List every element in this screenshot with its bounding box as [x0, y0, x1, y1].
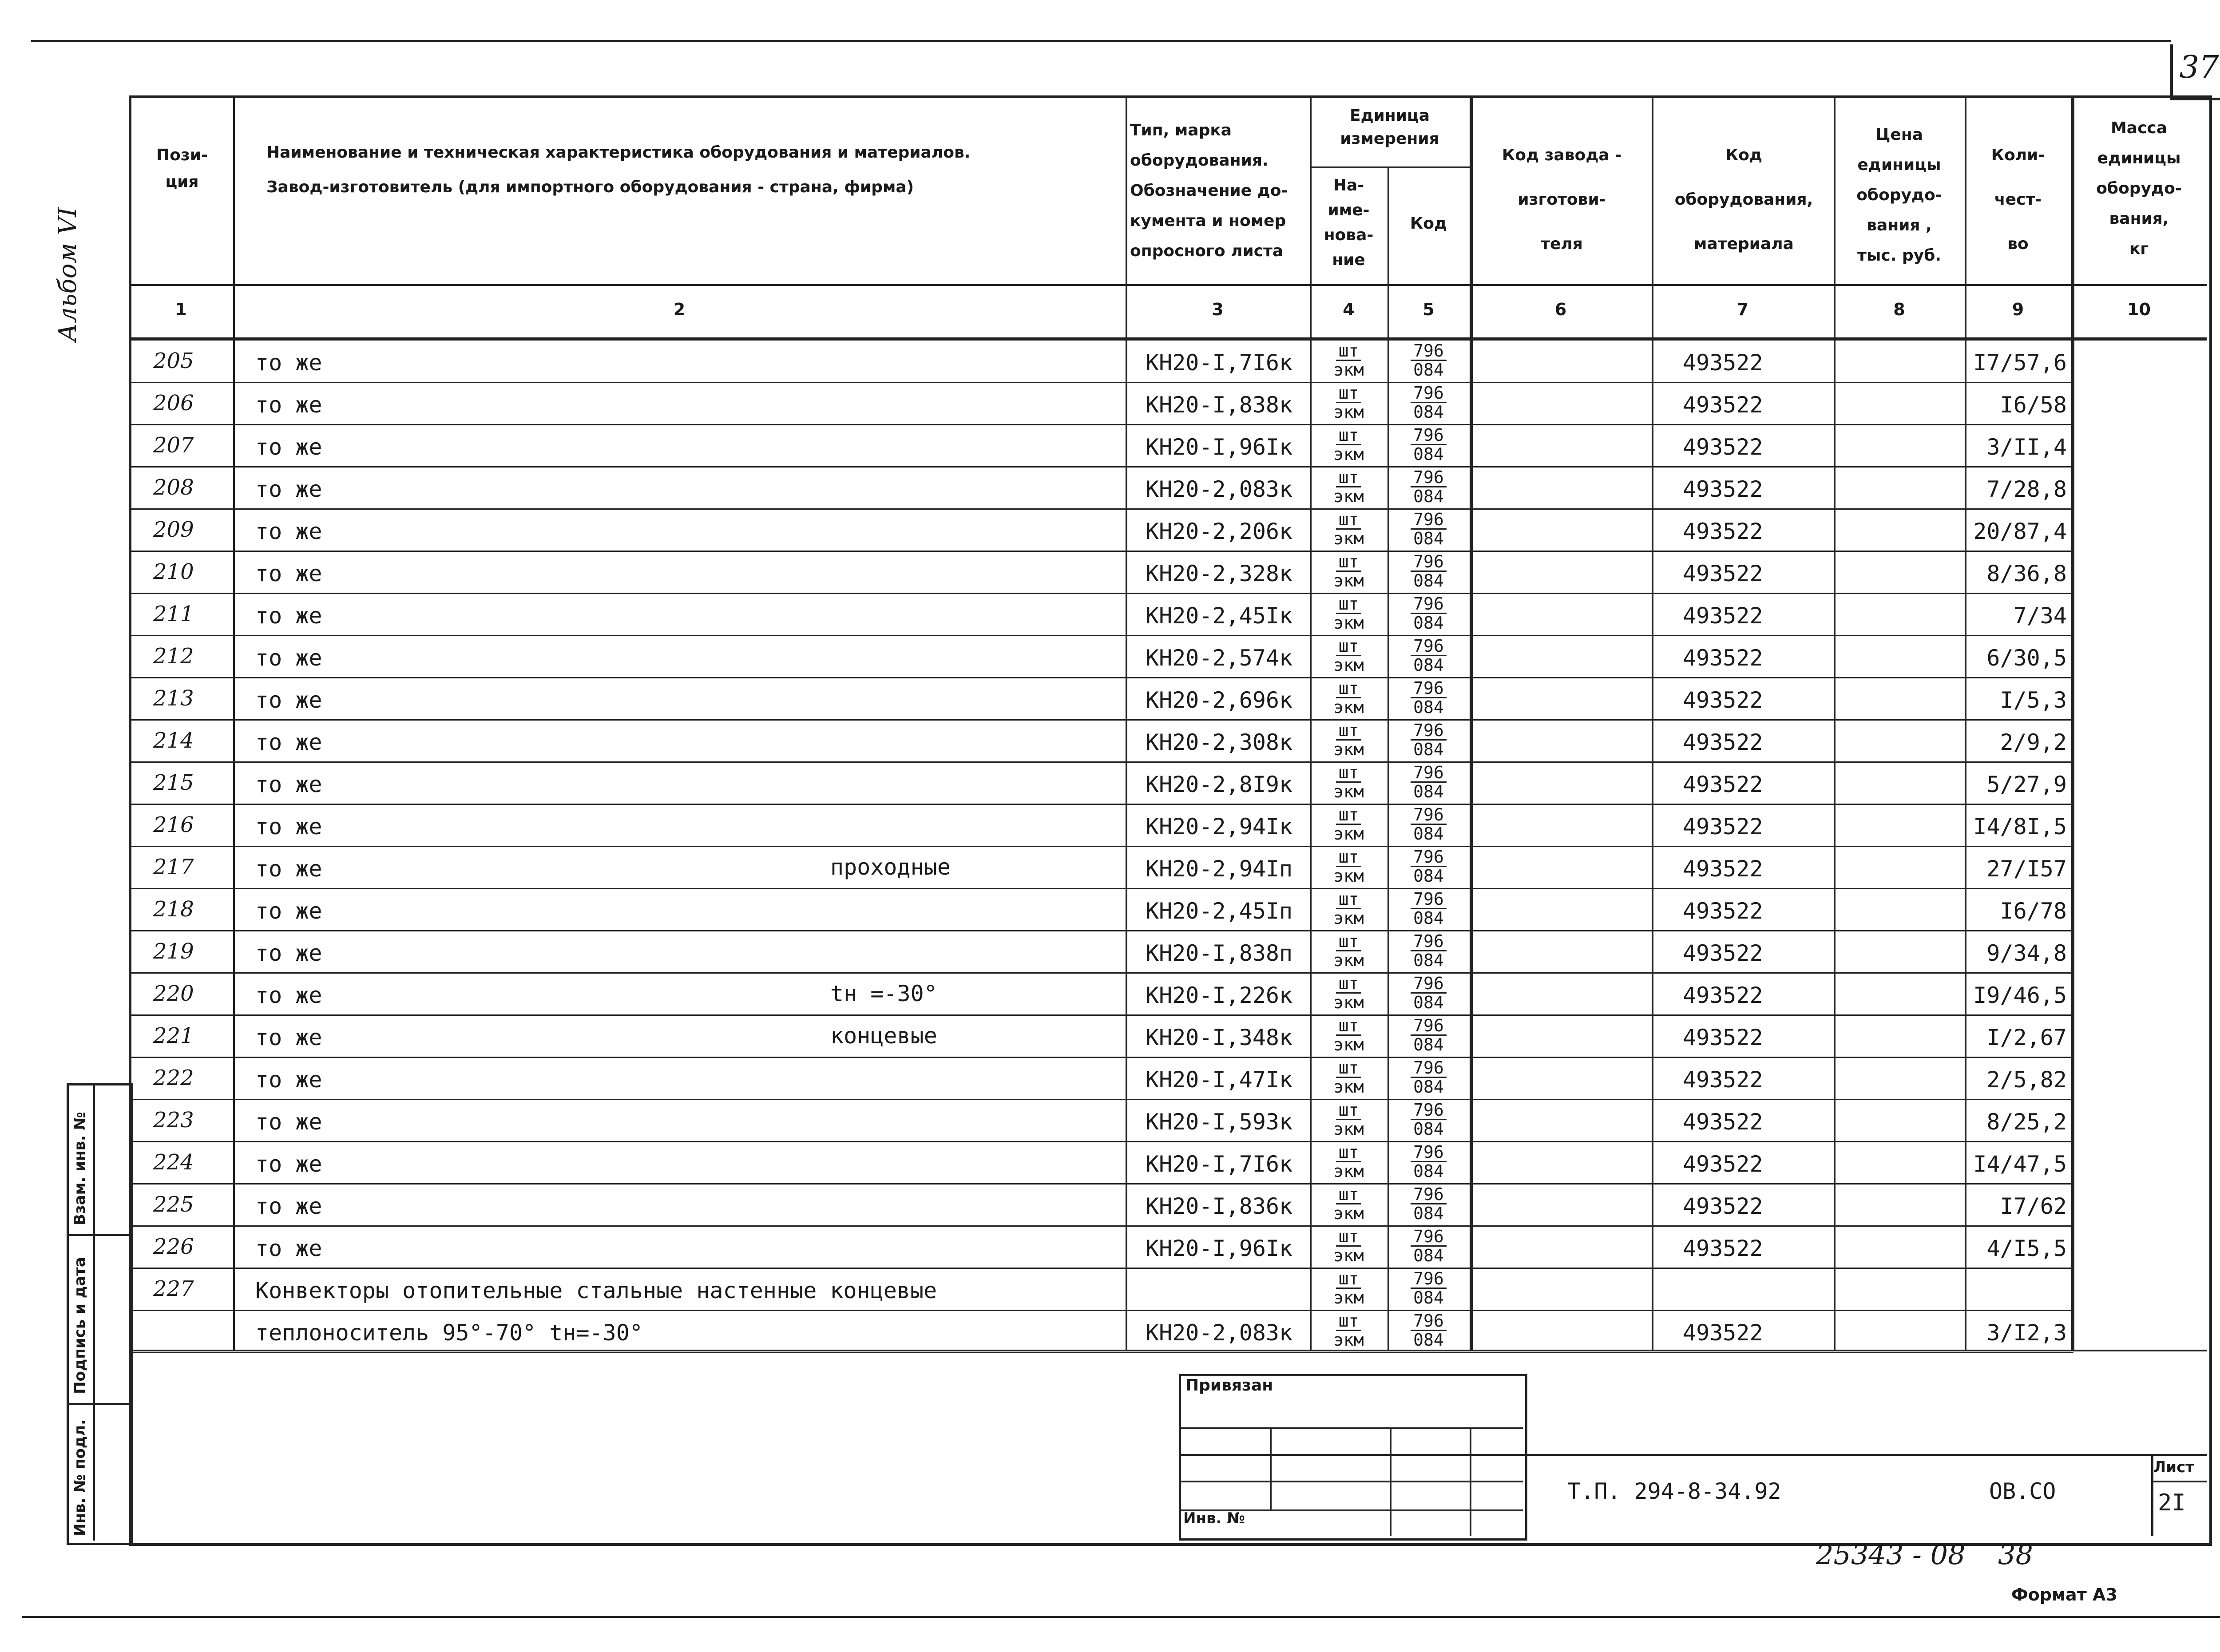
row-material-code: 493522 — [1683, 982, 1763, 1008]
row-unit-name: шт экм — [1333, 847, 1364, 886]
row-material-code: 493522 — [1683, 350, 1763, 376]
row-position: 205 — [153, 349, 194, 373]
row-name: то же — [255, 603, 322, 629]
row-name: то же — [255, 476, 322, 502]
row-unit-code: $\frac{796}{084}$ — [1390, 1143, 1467, 1180]
row-unit-name: шт экм — [1333, 383, 1364, 422]
row-name: то же — [255, 1151, 322, 1177]
hdr-col3: Тип, марка оборудования. Обозначение до- кумента и номер опросного листа — [1130, 121, 1288, 260]
doc-code: Т.П. 294-8-34.92 — [1567, 1478, 1781, 1504]
row-note: tн =-30° — [830, 981, 937, 1006]
row-name: то же — [255, 729, 322, 755]
row-name: то же — [255, 1025, 322, 1050]
row-quantity: I4/8I,5 — [1973, 814, 2067, 840]
row-position: 225 — [153, 1192, 194, 1217]
row-type: КН20-2,94Iп — [1146, 856, 1293, 882]
row-type: КН20-I,96Iк — [1146, 434, 1293, 460]
row-type: КН20-2,8I9к — [1146, 772, 1293, 797]
hdr-col8: Цена единицы оборудо- вания , тыс. руб. — [1856, 126, 1942, 265]
row-name: то же — [255, 687, 322, 713]
row-name: то же — [255, 519, 322, 544]
colnum-10: 10 — [2127, 300, 2151, 319]
row-material-code: 493522 — [1683, 856, 1763, 882]
row-unit-name: шт экм — [1333, 1185, 1364, 1223]
row-unit-name: шт экм — [1333, 1227, 1364, 1265]
hdr-unit: Единица измерения — [1340, 107, 1439, 148]
format-label: Формат А3 — [2011, 1585, 2117, 1604]
row-quantity: I/5,3 — [2000, 687, 2067, 713]
row-unit-code: $\frac{796}{084}$ — [1390, 1059, 1467, 1096]
row-type: КН20-I,593к — [1146, 1109, 1293, 1135]
row-material-code: 493522 — [1683, 940, 1763, 966]
row-position: 216 — [153, 812, 194, 837]
row-position: 215 — [153, 770, 194, 795]
row-type: КН20-2,308к — [1146, 729, 1293, 755]
row-unit-name: шт экм — [1333, 678, 1364, 717]
row-material-code: 493522 — [1683, 729, 1763, 755]
row-position: 220 — [153, 981, 194, 1006]
row-material-code: 493522 — [1683, 603, 1763, 629]
row-quantity: I7/57,6 — [1973, 350, 2067, 376]
row-material-code: 493522 — [1683, 687, 1763, 713]
row-name: то же — [255, 434, 322, 460]
row-quantity: 2/5,82 — [1986, 1067, 2067, 1093]
row-unit-name: шт экм — [1333, 552, 1364, 590]
row-unit-name: шт экм — [1333, 1100, 1364, 1139]
row-quantity: 20/87,4 — [1973, 519, 2067, 544]
row-material-code: 493522 — [1683, 561, 1763, 586]
row-material-code: 493522 — [1683, 645, 1763, 671]
row-type: КН20-2,696к — [1146, 687, 1293, 713]
row-quantity: I4/47,5 — [1973, 1151, 2067, 1177]
row-position: 206 — [153, 391, 194, 416]
row-unit-name: шт экм — [1333, 974, 1364, 1012]
row-unit-code: $\frac{796}{084}$ — [1390, 468, 1467, 505]
row-unit-code: $\frac{796}{084}$ — [1390, 553, 1467, 590]
row-name: то же — [255, 814, 322, 840]
row-type: КН20-I,348к — [1146, 1025, 1293, 1050]
handwritten-number: 25343 - 08 — [1816, 1538, 1966, 1571]
row-unit-name: шт экм — [1333, 467, 1364, 506]
row-unit-code: $\frac{796}{084}$ — [1390, 848, 1467, 885]
row-quantity: 3/I2,3 — [1986, 1320, 2067, 1346]
row-unit-code: $\frac{796}{084}$ — [1390, 890, 1467, 927]
row-material-code: 493522 — [1683, 519, 1763, 544]
row-type: КН20-I,96Iк — [1146, 1236, 1293, 1261]
row-type: КН20-2,206к — [1146, 519, 1293, 544]
row-position: 210 — [153, 559, 194, 584]
hdr-col2: Наименование и техническая характеристика оборудования и материалов. Завод-изготовитель (для импортного оборудования - страна, фирма) — [266, 143, 971, 196]
row-name: то же — [255, 645, 322, 671]
row-position: 207 — [153, 433, 194, 458]
row-position: 224 — [153, 1150, 194, 1175]
list-label: Лист — [2153, 1458, 2194, 1476]
row-name: теплоноситель 95°-70° tн=-30° — [255, 1320, 643, 1346]
row-unit-name: шт экм — [1333, 931, 1364, 970]
colnum-4: 4 — [1343, 300, 1355, 319]
hdr-col9: Коли- чест- во — [1991, 146, 2045, 253]
row-quantity: 6/30,5 — [1986, 645, 2067, 671]
row-name: то же — [255, 982, 322, 1008]
row-quantity: I/2,67 — [1986, 1025, 2067, 1050]
row-name: то же — [255, 1067, 322, 1093]
row-type: КН20-I,7I6к — [1146, 350, 1293, 376]
row-unit-name: шт экм — [1333, 1058, 1364, 1097]
colnum-7: 7 — [1736, 300, 1749, 319]
row-unit-code: $\frac{796}{084}$ — [1390, 764, 1467, 800]
row-type: КН20-2,45Iк — [1146, 603, 1293, 629]
row-position: 226 — [153, 1234, 194, 1259]
row-unit-code: $\frac{796}{084}$ — [1390, 342, 1467, 379]
row-name: то же — [255, 350, 322, 376]
side-podpis: Подпись и дата — [71, 1257, 89, 1394]
row-unit-code: $\frac{796}{084}$ — [1390, 1270, 1467, 1307]
hdr-col1: Пози- ция — [156, 146, 208, 191]
row-type: КН20-I,47Iк — [1146, 1067, 1293, 1093]
row-type: КН20-I,7I6к — [1146, 1151, 1293, 1177]
row-unit-name: шт экм — [1333, 805, 1364, 844]
row-quantity: I7/62 — [2000, 1193, 2067, 1219]
row-quantity: 2/9,2 — [2000, 729, 2067, 755]
row-material-code: 493522 — [1683, 1193, 1763, 1219]
row-type: КН20-2,574к — [1146, 645, 1293, 671]
row-material-code: 493522 — [1683, 1067, 1763, 1093]
row-unit-code: $\frac{796}{084}$ — [1390, 1228, 1467, 1264]
hdr-col6: Код завода - изготови- теля — [1502, 146, 1622, 253]
hdr-col4: На- име- нова- ние — [1324, 176, 1374, 269]
row-name: то же — [255, 1236, 322, 1261]
row-material-code: 493522 — [1683, 1025, 1763, 1050]
row-name: то же — [255, 1109, 322, 1135]
row-unit-name: шт экм — [1333, 636, 1364, 675]
row-unit-code: $\frac{796}{084}$ — [1390, 1017, 1467, 1054]
row-position: 222 — [153, 1066, 194, 1090]
row-position: 208 — [153, 475, 194, 500]
row-quantity: 27/I57 — [1986, 856, 2067, 882]
row-unit-name: шт экм — [1333, 1016, 1364, 1054]
hdr-col5: Код — [1410, 214, 1447, 233]
row-position: 223 — [153, 1108, 194, 1133]
hdr-col7: Код оборудования, материала — [1674, 146, 1813, 253]
row-material-code: 493522 — [1683, 772, 1763, 797]
row-name: то же — [255, 392, 322, 418]
row-type: КН20-2,94Iк — [1146, 814, 1293, 840]
row-unit-code: $\frac{796}{084}$ — [1390, 384, 1467, 421]
row-material-code: 493522 — [1683, 1236, 1763, 1261]
row-type: КН20-I,836к — [1146, 1193, 1293, 1219]
side-vzam: Взам. инв. № — [71, 1112, 89, 1225]
row-position: 217 — [153, 855, 194, 879]
row-type: КН20-I,838п — [1146, 940, 1293, 966]
colnum-2: 2 — [673, 300, 686, 319]
row-material-code: 493522 — [1683, 392, 1763, 418]
page-number: 37 — [2179, 49, 2219, 85]
row-name: то же — [255, 898, 322, 924]
side-inv-podl: Инв. № подл. — [71, 1419, 89, 1536]
row-quantity: I9/46,5 — [1973, 982, 2067, 1008]
row-position: 211 — [153, 602, 194, 626]
row-note: концевые — [830, 1023, 937, 1049]
row-unit-name: шт экм — [1333, 510, 1364, 548]
row-note: проходные — [830, 854, 951, 880]
section-code: ОВ.СО — [1989, 1478, 2056, 1504]
row-quantity: 8/25,2 — [1986, 1109, 2067, 1135]
row-quantity: 8/36,8 — [1986, 561, 2067, 586]
row-name: то же — [255, 772, 322, 797]
row-unit-code: $\frac{796}{084}$ — [1390, 721, 1467, 758]
row-unit-code: $\frac{796}{084}$ — [1390, 1312, 1467, 1349]
row-position: 213 — [153, 686, 194, 711]
row-unit-name: шт экм — [1333, 341, 1364, 380]
row-quantity: I6/58 — [2000, 392, 2067, 418]
row-quantity: 4/I5,5 — [1986, 1236, 2067, 1261]
row-quantity: I6/78 — [2000, 898, 2067, 924]
row-unit-name: шт экм — [1333, 721, 1364, 759]
row-name: то же — [255, 561, 322, 586]
row-quantity: 7/34 — [2013, 603, 2067, 629]
row-unit-code: $\frac{796}{084}$ — [1390, 975, 1467, 1011]
row-name: то же — [255, 856, 322, 882]
row-name: Конвекторы отопительные стальные настенные концевые — [255, 1278, 937, 1303]
row-unit-code: $\frac{796}{084}$ — [1390, 1101, 1467, 1138]
row-position: 221 — [153, 1023, 194, 1048]
row-unit-code: $\frac{796}{084}$ — [1390, 1185, 1467, 1222]
row-material-code: 493522 — [1683, 1320, 1763, 1346]
hdr-col10: Масса единицы оборудо- вания, кг — [2096, 119, 2182, 258]
row-material-code: 493522 — [1683, 898, 1763, 924]
colnum-5: 5 — [1423, 300, 1435, 319]
row-position: 212 — [153, 644, 194, 669]
album-label: Альбом VI — [53, 207, 82, 342]
row-quantity: 7/28,8 — [1986, 476, 2067, 502]
colnum-3: 3 — [1212, 300, 1224, 319]
privyazan-label: Привязан — [1185, 1376, 1273, 1394]
row-unit-name: шт экм — [1333, 594, 1364, 633]
row-material-code: 493522 — [1683, 434, 1763, 460]
inv-no-label: Инв. № — [1183, 1509, 1245, 1527]
row-unit-code: $\frac{796}{084}$ — [1390, 932, 1467, 969]
row-type: КН20-2,328к — [1146, 561, 1293, 586]
row-name: то же — [255, 940, 322, 966]
row-type: КН20-I,838к — [1146, 392, 1293, 418]
row-position: 214 — [153, 728, 194, 753]
row-unit-code: $\frac{796}{084}$ — [1390, 637, 1467, 674]
row-material-code: 493522 — [1683, 1151, 1763, 1177]
row-unit-code: $\frac{796}{084}$ — [1390, 426, 1467, 463]
row-position: 218 — [153, 897, 194, 922]
row-type: КН20-2,45Iп — [1146, 898, 1293, 924]
row-unit-name: шт экм — [1333, 763, 1364, 801]
row-unit-code: $\frac{796}{084}$ — [1390, 806, 1467, 843]
row-unit-code: $\frac{796}{084}$ — [1390, 679, 1467, 716]
row-quantity: 9/34,8 — [1986, 940, 2067, 966]
colnum-6: 6 — [1554, 300, 1567, 319]
colnum-9: 9 — [2012, 300, 2024, 319]
row-unit-name: шт экм — [1333, 1311, 1364, 1350]
row-type: КН20-2,083к — [1146, 476, 1293, 502]
top-rule — [31, 40, 2171, 42]
row-quantity: 5/27,9 — [1986, 772, 2067, 797]
row-material-code: 493522 — [1683, 476, 1763, 502]
row-unit-code: $\frac{796}{084}$ — [1390, 511, 1467, 547]
row-unit-name: шт экм — [1333, 1142, 1364, 1181]
row-name: то же — [255, 1193, 322, 1219]
row-unit-name: шт экм — [1333, 889, 1364, 928]
row-type: КН20-2,083к — [1146, 1320, 1293, 1346]
row-quantity: 3/II,4 — [1986, 434, 2067, 460]
row-position: 227 — [153, 1276, 194, 1301]
row-type: КН20-I,226к — [1146, 982, 1293, 1008]
row-position: 219 — [153, 939, 194, 964]
colnum-1: 1 — [175, 300, 187, 319]
handwritten-page: 38 — [1998, 1538, 2033, 1571]
list-number: 2I — [2158, 1490, 2186, 1516]
row-unit-name: шт экм — [1333, 1269, 1364, 1307]
row-position: 209 — [153, 517, 194, 542]
row-material-code: 493522 — [1683, 1109, 1763, 1135]
row-unit-code: $\frac{796}{084}$ — [1390, 595, 1467, 632]
colnum-8: 8 — [1893, 300, 1905, 319]
row-material-code: 493522 — [1683, 814, 1763, 840]
row-unit-name: шт экм — [1333, 425, 1364, 464]
